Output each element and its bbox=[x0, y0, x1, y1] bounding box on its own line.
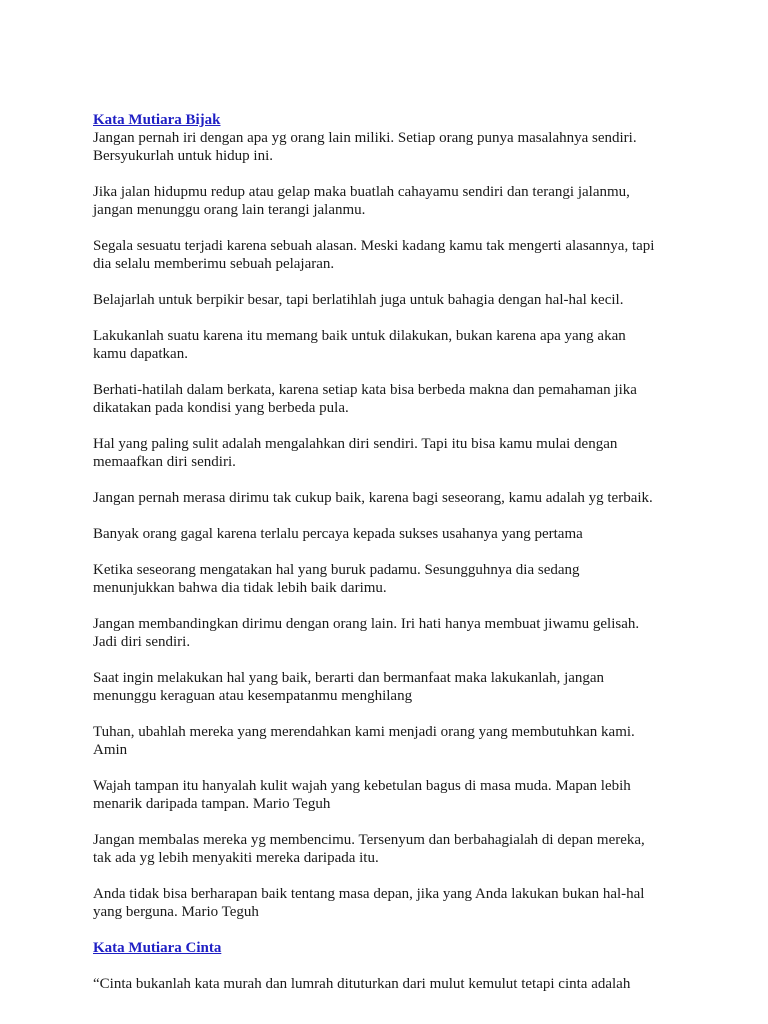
paragraph-line: Jadi diri sendiri. bbox=[93, 634, 191, 650]
quote-paragraph bbox=[93, 615, 743, 651]
paragraph-line: Jangan membalas mereka yg membencimu. Tersenyum dan berbahagialah di depan mereka, bbox=[93, 832, 645, 848]
paragraph-line: Saat ingin melakukan hal yang baik, berarti dan bermanfaat maka lakukanlah, jangan bbox=[93, 670, 605, 686]
paragraph-line: menarik daripada tampan. Mario Teguh bbox=[93, 796, 331, 812]
quote-paragraph bbox=[93, 435, 743, 471]
paragraph-line: Bersyukurlah untuk hidup ini. bbox=[93, 148, 273, 164]
quote-paragraph bbox=[93, 381, 743, 417]
quote-paragraph bbox=[93, 183, 743, 219]
quote-paragraph bbox=[93, 669, 743, 705]
paragraph-line: memaafkan diri sendiri. bbox=[93, 454, 236, 470]
paragraph-line: kamu dapatkan. bbox=[93, 346, 188, 362]
paragraph-line: Anda tidak bisa berharapan baik tentang masa depan, jika yang Anda lakukan bukan hal-hal bbox=[93, 886, 645, 902]
section-heading-link[interactable]: Kata Mutiara Cinta bbox=[93, 940, 222, 956]
paragraph-line: Ketika seseorang mengatakan hal yang buruk padamu. Sesungguhnya dia sedang bbox=[93, 562, 580, 578]
quote-paragraph bbox=[93, 129, 743, 165]
paragraph-line: Segala sesuatu terjadi karena sebuah alasan. Meski kadang kamu tak mengerti alasannya, tapi bbox=[93, 238, 655, 254]
quote-paragraph bbox=[93, 291, 743, 309]
paragraph-line: Wajah tampan itu hanyalah kulit wajah yang kebetulan bagus di masa muda. Mapan lebih bbox=[93, 778, 631, 794]
quote-paragraph bbox=[93, 237, 743, 273]
paragraph-list bbox=[93, 129, 743, 921]
paragraph-line: “Cinta bukanlah kata murah dan lumrah dituturkan dari mulut kemulut tetapi cinta adalah bbox=[93, 976, 631, 992]
section-kata-mutiara-cinta bbox=[93, 939, 743, 993]
document-page bbox=[93, 111, 743, 1011]
paragraph-line: jangan menunggu orang lain terangi jalanmu. bbox=[93, 202, 366, 218]
paragraph-line: tak ada yg lebih menyakiti mereka daripada itu. bbox=[93, 850, 379, 866]
paragraph-line: Lakukanlah suatu karena itu memang baik untuk dilakukan, bukan karena apa yang akan bbox=[93, 328, 626, 344]
paragraph-line: Berhati-hatilah dalam berkata, karena setiap kata bisa berbeda makna dan pemahaman jika bbox=[93, 382, 637, 398]
quote-paragraph bbox=[93, 489, 743, 507]
quote-paragraph bbox=[93, 777, 743, 813]
paragraph-line: Jika jalan hidupmu redup atau gelap maka buatlah cahayamu sendiri dan terangi jalanmu, bbox=[93, 184, 630, 200]
quote-paragraph bbox=[93, 831, 743, 867]
paragraph-line: Jangan membandingkan dirimu dengan orang lain. Iri hati hanya membuat jiwamu gelisah. bbox=[93, 616, 640, 632]
section-kata-mutiara-bijak bbox=[93, 111, 743, 921]
quote-paragraph bbox=[93, 975, 743, 993]
quote-paragraph bbox=[93, 525, 743, 543]
section-heading-link[interactable]: Kata Mutiara Bijak bbox=[93, 112, 221, 128]
quote-paragraph bbox=[93, 723, 743, 759]
paragraph-list bbox=[93, 975, 743, 993]
paragraph-line: Jangan pernah iri dengan apa yg orang lain miliki. Setiap orang punya masalahnya sendiri. bbox=[93, 130, 637, 146]
paragraph-line: Tuhan, ubahlah mereka yang merendahkan kami menjadi orang yang membutuhkan kami. bbox=[93, 724, 635, 740]
paragraph-line: Banyak orang gagal karena terlalu percaya kepada sukses usahanya yang pertama bbox=[93, 526, 583, 542]
quote-paragraph bbox=[93, 561, 743, 597]
paragraph-line: Jangan pernah merasa dirimu tak cukup baik, karena bagi seseorang, kamu adalah yg terbaik. bbox=[93, 490, 653, 506]
paragraph-line: Hal yang paling sulit adalah mengalahkan diri sendiri. Tapi itu bisa kamu mulai dengan bbox=[93, 436, 618, 452]
paragraph-line: dikatakan pada kondisi yang berbeda pula. bbox=[93, 400, 349, 416]
paragraph-line: yang berguna. Mario Teguh bbox=[93, 904, 259, 920]
paragraph-line: Belajarlah untuk berpikir besar, tapi berlatihlah juga untuk bahagia dengan hal-hal kecil. bbox=[93, 292, 624, 308]
paragraph-line: menunjukkan bahwa dia tidak lebih baik darimu. bbox=[93, 580, 387, 596]
paragraph-line: menunggu keraguan atau kesempatanmu menghilang bbox=[93, 688, 413, 704]
paragraph-line: Amin bbox=[93, 742, 128, 758]
quote-paragraph bbox=[93, 327, 743, 363]
paragraph-line: dia selalu memberimu sebuah pelajaran. bbox=[93, 256, 335, 272]
quote-paragraph bbox=[93, 885, 743, 921]
